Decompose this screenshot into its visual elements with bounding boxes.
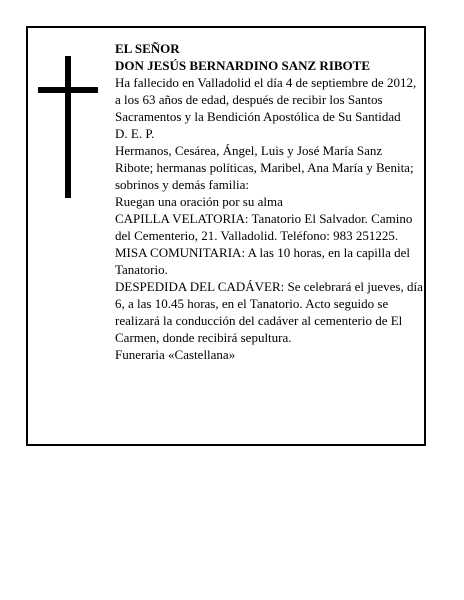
prayer-request: Ruegan una oración por su alma <box>115 194 283 209</box>
cross-vertical-bar <box>65 56 71 198</box>
death-info: Ha fallecido en Valladolid el día 4 de septiembre de 2012, a los 63 años de edad, después de recibir los Santos Sacramentos y la Bendición Apostólica de Su Santidad <box>115 75 417 124</box>
cross-horizontal-bar <box>38 87 98 93</box>
cross-icon <box>38 56 98 198</box>
obituary-notice <box>26 26 426 446</box>
notice-title: EL SEÑOR <box>115 41 180 56</box>
funeral-home: Funeraria «Castellana» <box>115 347 236 362</box>
mass-info: MISA COMUNITARIA: A las 10 horas, en la capilla del Tanatorio. <box>115 245 411 277</box>
deceased-name: DON JESÚS BERNARDINO SANZ RIBOTE <box>115 58 370 73</box>
family-list: Hermanos, Cesárea, Ángel, Luis y José María Sanz Ribote; hermanas políticas, Maribel, Ana María y Benita; sobrinos y demás familia: <box>115 143 414 192</box>
notice-text <box>115 40 423 363</box>
rest-in-peace: D. E. P. <box>115 126 155 141</box>
farewell-info: DESPEDIDA DEL CADÁVER: Se celebrará el jueves, día 6, a las 10.45 horas, en el Tanatorio. Acto seguido se realizará la conducción del cadáver al cementerio de El Carmen, donde recibirá sepultura. <box>115 279 423 345</box>
chapel-info: CAPILLA VELATORIA: Tanatorio El Salvador. Camino del Cementerio, 21. Valladolid. Teléfono: 983 251225. <box>115 211 413 243</box>
